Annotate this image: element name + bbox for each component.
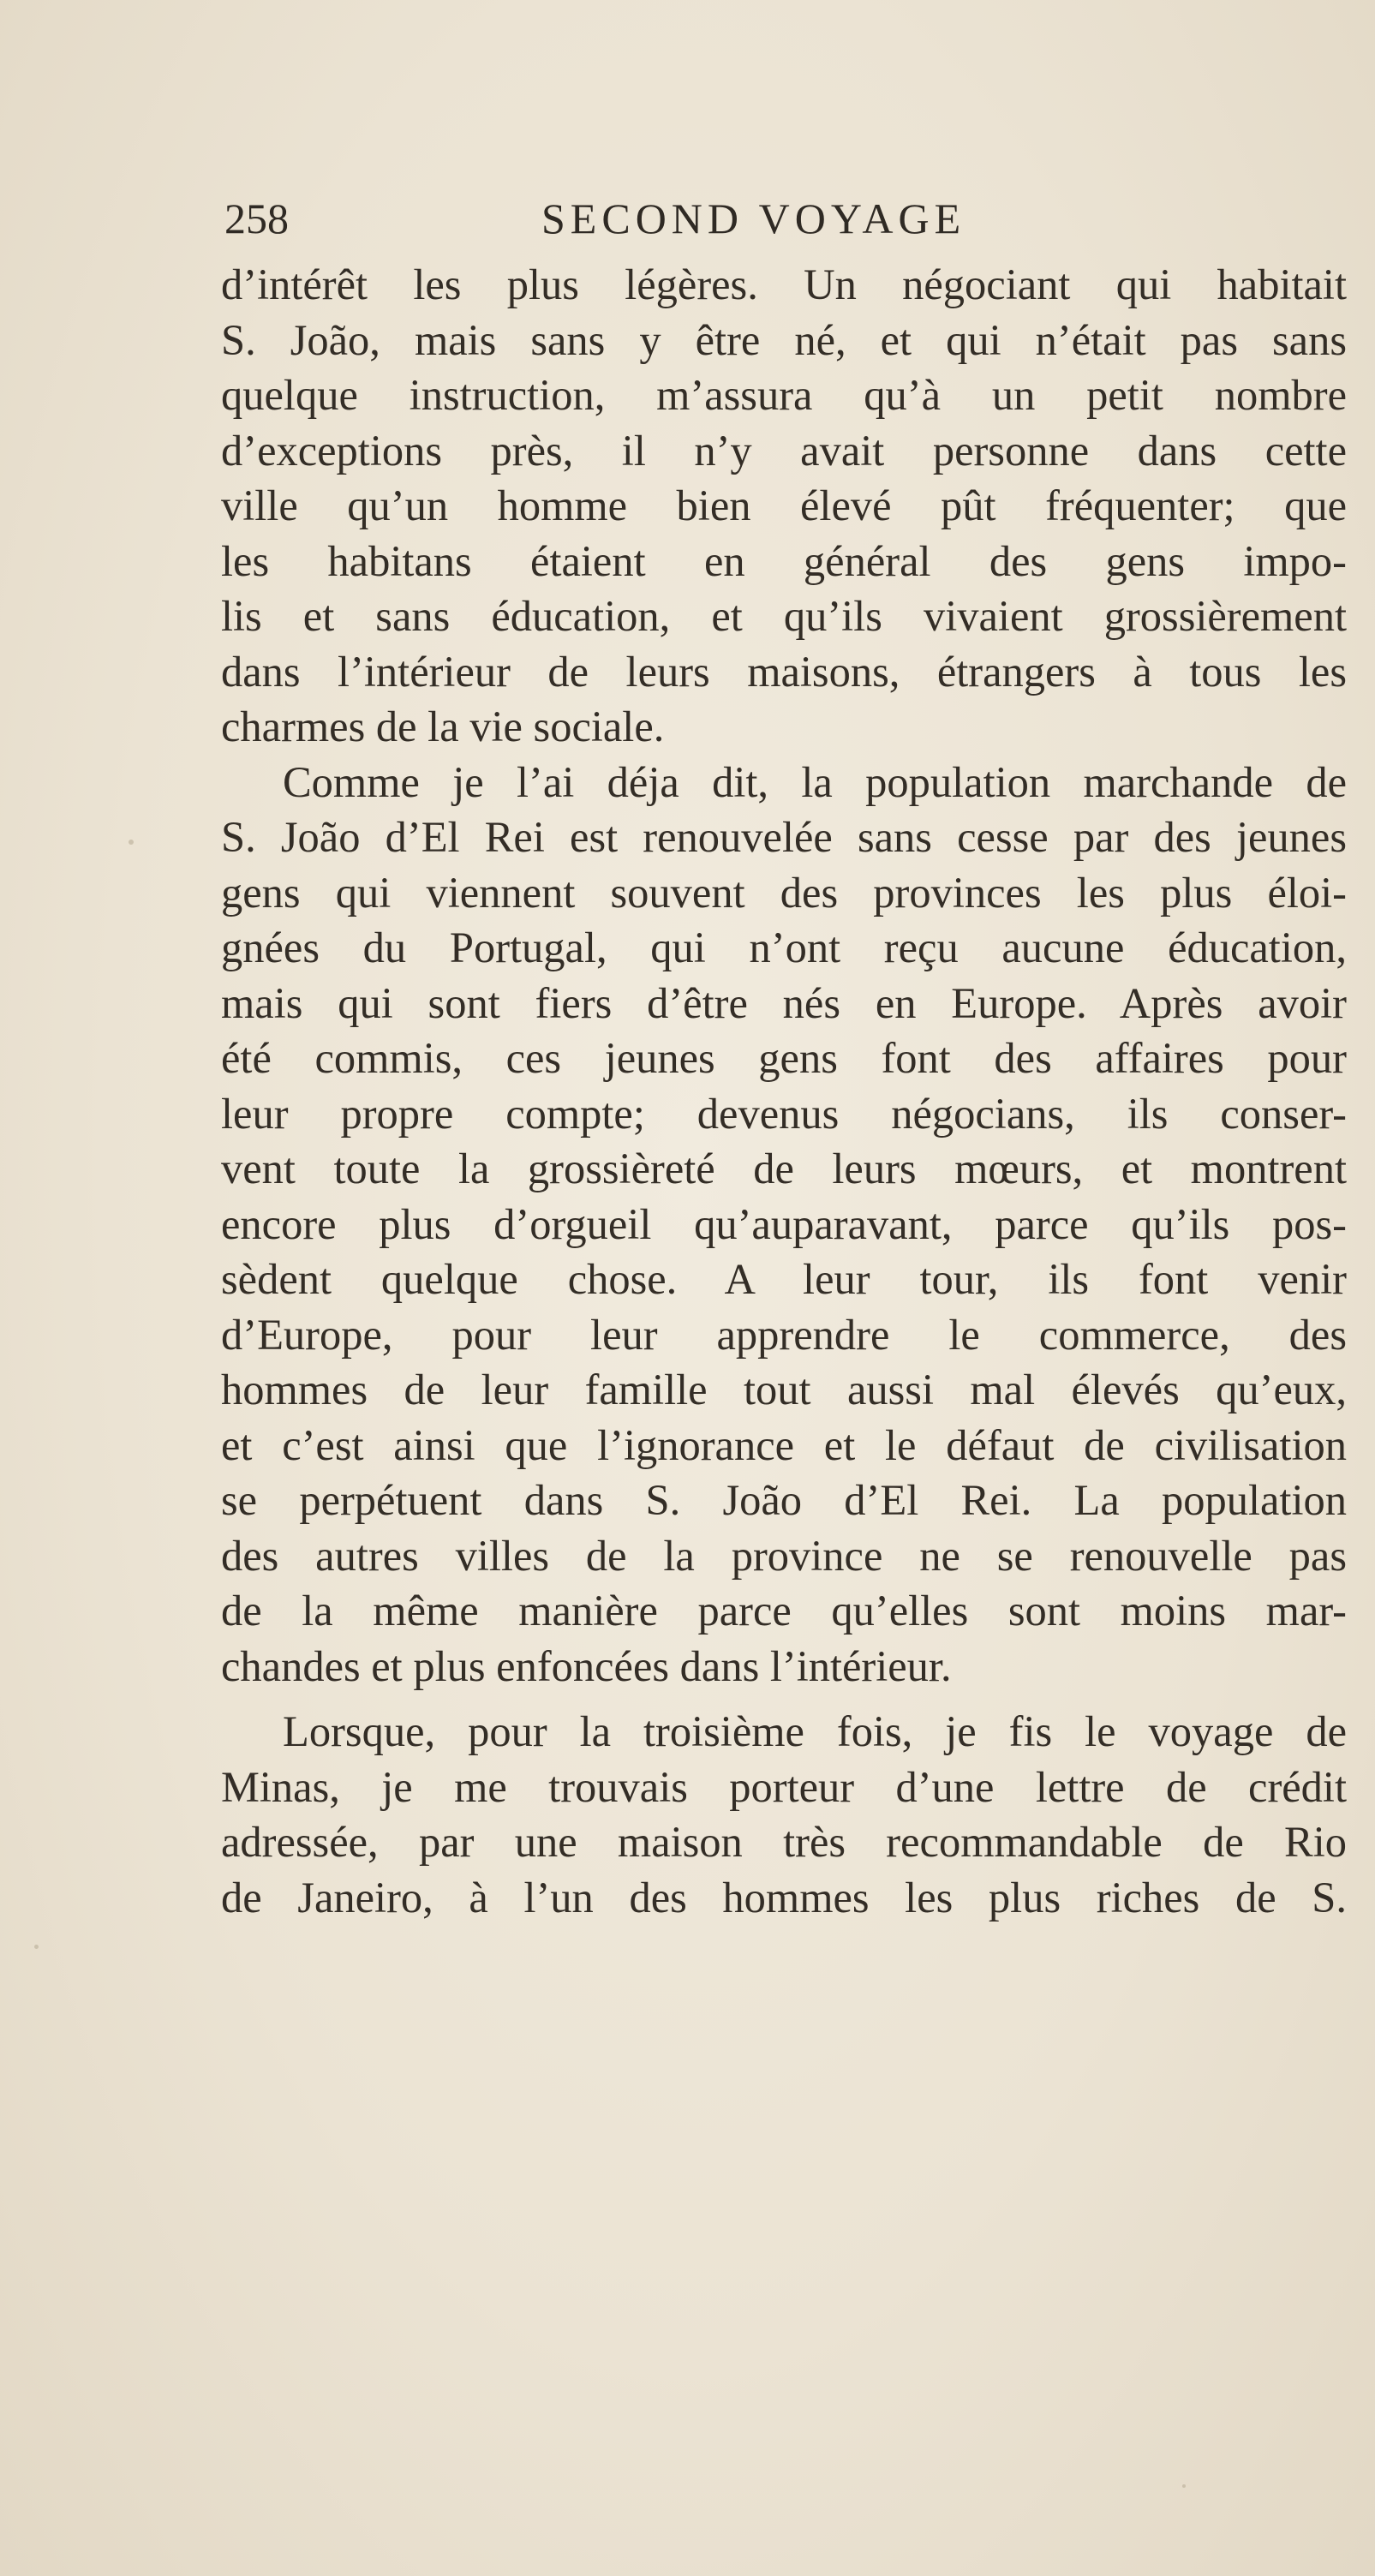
text-line: les habitans étaient en général des gens impo- — [221, 536, 1347, 585]
text-line: S. João d’El Rei est renouvelée sans cesse par des jeunes — [221, 813, 1347, 861]
running-title: SECOND VOYAGE — [541, 194, 966, 242]
text-line: leur propre compte; devenus négocians, ils conser- — [221, 1089, 1347, 1138]
text-line: dans l’intérieur de leurs maisons, étrangers à tous les — [221, 647, 1347, 696]
text-line: adressée, par une maison très recommandable de Rio — [221, 1818, 1347, 1866]
text-line: de Janeiro, à l’un des hommes les plus riches de S. — [221, 1873, 1347, 1922]
text-line: ville qu’un homme bien élevé pût fréquenter; que — [221, 481, 1347, 529]
text-line: lis et sans éducation, et qu’ils vivaient grossièrement — [221, 592, 1347, 640]
text-line: Lorsque, pour la troisième fois, je fis le voyage de — [283, 1707, 1347, 1755]
paper-speck — [1182, 2484, 1186, 2488]
text-line: vent toute la grossièreté de leurs mœurs, et montrent — [221, 1145, 1347, 1192]
text-line: chandes et plus enfoncées dans l’intérieur. — [221, 1641, 952, 1690]
text-line: et c’est ainsi que l’ignorance et le défaut de civilisation — [221, 1420, 1347, 1469]
text-line: gnées du Portugal, qui n’ont reçu aucune éducation, — [221, 923, 1347, 971]
text-line: S. João, mais sans y être né, et qui n’était pas sans — [221, 315, 1347, 364]
body-text — [221, 257, 1347, 1925]
text-line: des autres villes de la province ne se renouvelle pas — [221, 1531, 1347, 1580]
text-line: hommes de leur famille tout aussi mal élevés qu’eux, — [221, 1366, 1347, 1414]
text-line: d’intérêt les plus légères. Un négociant qui habitait — [221, 260, 1347, 308]
text-line: quelque instruction, m’assura qu’à un petit nombre — [221, 371, 1347, 419]
paragraph-gap — [221, 1694, 1347, 1704]
text-line: gens qui viennent souvent des provinces les plus éloi- — [221, 868, 1347, 917]
text-line: Comme je l’ai déja dit, la population marchande de — [283, 757, 1347, 806]
text-line: se perpétuent dans S. João d’El Rei. La population — [221, 1476, 1347, 1524]
page-number: 258 — [224, 194, 289, 242]
text-line: d’Europe, pour leur apprendre le commerce, des — [221, 1310, 1347, 1359]
text-line: d’exceptions près, il n’y avait personne dans cette — [221, 426, 1347, 475]
text-line: charmes de la vie sociale. — [221, 702, 665, 750]
running-header — [224, 188, 1364, 248]
text-line: sèdent quelque chose. A leur tour, ils font venir — [221, 1255, 1347, 1303]
text-line: de la même manière parce qu’elles sont moins mar- — [221, 1587, 1347, 1635]
paper-speck — [34, 1945, 39, 1949]
text-line: Minas, je me trouvais porteur d’une lettre de crédit — [221, 1762, 1347, 1811]
text-line: été commis, ces jeunes gens font des affaires pour — [221, 1034, 1347, 1082]
text-line: mais qui sont fiers d’être nés en Europe. Après avoir — [221, 978, 1347, 1027]
paper-speck — [129, 840, 134, 845]
text-line: encore plus d’orgueil qu’auparavant, parce qu’ils pos- — [221, 1199, 1347, 1248]
